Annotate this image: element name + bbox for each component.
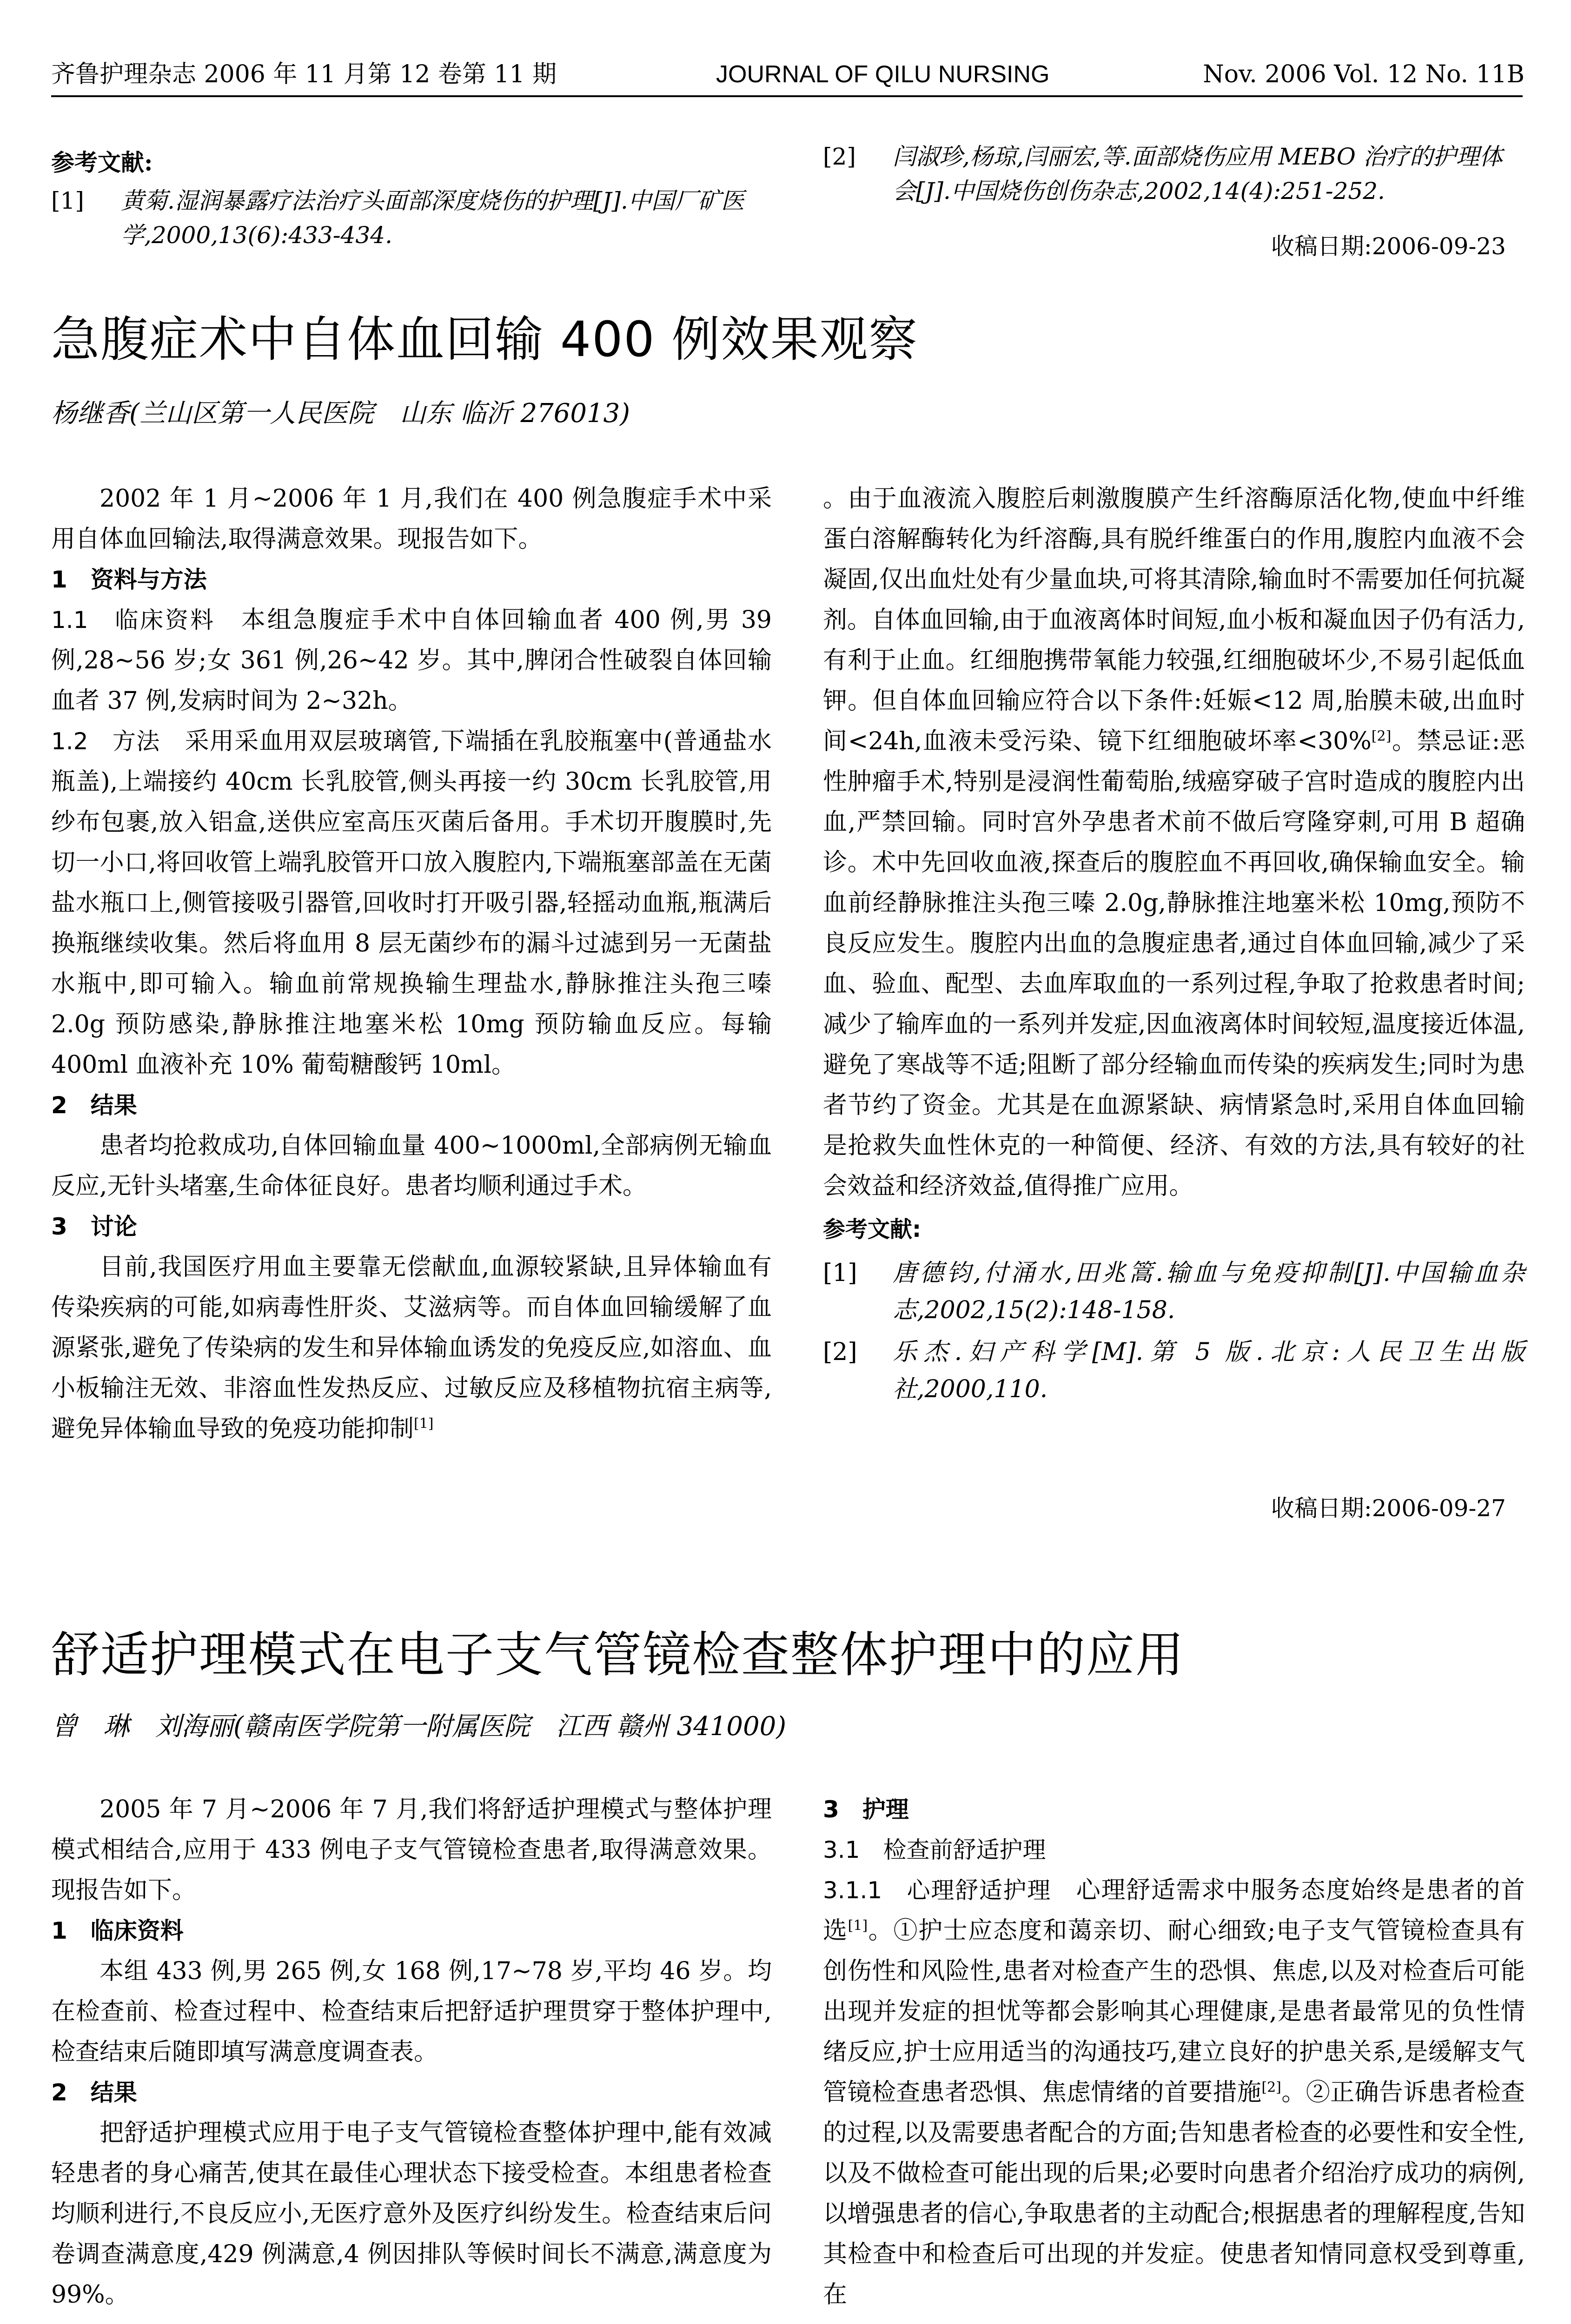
article1-section-1-1-text: 本组急腹症手术中自体回输血者 400 例,男 39 例,28~56 岁;女 361 例,26~42 岁。其中,脾闭合性破裂自体回输血者 37 例,发病时间为 2~32h。 [51, 606, 772, 715]
article2-section-3-1-1: 3.1.1 心理舒适护理 心理舒适需求中服务态度始终是患者的首选[1]。①护士应态度和蔼亲切、耐心细致;电子支气管镜检查具有创伤性和风险性,患者对检查产生的恐惧、焦虑,以及对检查后可能出现并发症的担忧等都会影响其心理健康,是患者最常见的负性情绪反应,护士应用适当的沟通技巧,建立良好的护患关系,是缓解支气管镜检查患者恐惧、焦虑情绪的首要措施[2]。②正确告诉患者检查的过程,以及需要患者配合的方面;告知患者检查的必要性和安全性,以及不做检查可能出现的后果;必要时向患者介绍治疗成功的病例,以增强患者的信心,争取患者的主动配合;根据患者的理解程度,告知其检查中和检查后可出现的并发症。使患者知情同意权受到尊重,在 [823, 1876, 1525, 2309]
running-header-issue: Nov. 2006 Vol. 12 No. 11B [1203, 60, 1525, 88]
article1-ref-2-number: [2] [823, 1338, 857, 1366]
article1-ref-2 [823, 1334, 1525, 1408]
article1-author: 杨继香(兰山区第一人民医院 山东 临沂 276013) [51, 398, 630, 429]
article2-section-1-heading: 1 临床资料 [51, 1917, 184, 1944]
article1-ref-2-text: 乐杰.妇产科学[M].第 5 版.北京:人民卫生出版社,2000,110. [893, 1338, 1525, 1403]
header-rule [51, 95, 1523, 97]
prev-ref-2 [823, 139, 1525, 208]
prev-received-date: 收稿日期:2006-09-23 [1271, 233, 1506, 260]
prev-ref-1 [51, 184, 781, 252]
article2-left-column [51, 1789, 772, 2315]
article1-results-text: 患者均抢救成功,自体回输血量 400~1000ml,全部病例无输血反应,无针头堵塞,生命体征良好。患者均顺利通过手术。 [51, 1132, 772, 1200]
prev-ref-1-text: 黄菊.湿润暴露疗法治疗头面部深度烧伤的护理[J].中国厂矿医学,2000,13(6):433-434. [121, 187, 744, 249]
citation-marker: [2] [1371, 728, 1392, 745]
article1-title: 急腹症术中自体血回输 400 例效果观察 [51, 311, 918, 368]
article2-section-3-1-heading: 3.1 检查前舒适护理 [823, 1836, 1046, 1863]
article1-intro: 2002 年 1 月~2006 年 1 月,我们在 400 例急腹症手术中采用自体血回输法,取得满意效果。现报告如下。 [51, 485, 772, 553]
article1-section-2-heading: 2 结果 [51, 1092, 137, 1119]
prev-ref-1-number: [1] [51, 187, 84, 214]
article1-section-1-1-heading: 1.1 临床资料 [51, 607, 215, 634]
article1-received-date: 收稿日期:2006-09-27 [1271, 1495, 1506, 1522]
article2-right-column [823, 1789, 1525, 2315]
article1-discussion-part-a: 目前,我国医疗用血主要靠无偿献血,血源较紧缺,且异体输血有传染疾病的可能,如病毒性肝炎、艾滋病等。而自体血回输缓解了血源紧张,避免了传染病的发生和异体输血诱发的免疫反应,如溶血、血小板输注无效、非溶血性发热反应、过敏反应及移植物抗宿主病等,避免异体输血导致的免疫功能抑制[1] [51, 1253, 772, 1443]
article2-intro: 2005 年 7 月~2006 年 7 月,我们将舒适护理模式与整体护理模式相结合,应用于 433 例电子支气管镜检查患者,取得满意效果。现报告如下。 [51, 1796, 772, 1904]
running-header-journal: JOURNAL OF QILU NURSING [716, 61, 1050, 88]
article1-section-1-heading: 1 资料与方法 [51, 566, 207, 593]
article2-section-3-heading: 3 护理 [823, 1796, 909, 1823]
article1-ref-1-text: 唐德钧,付涌水,田兆篙.输血与免疫抑制[J].中国输血杂志,2002,15(2):148-158. [893, 1259, 1525, 1324]
article1-right-column [823, 479, 1525, 1408]
article1-ref-1-number: [1] [823, 1259, 857, 1287]
article2-title: 舒适护理模式在电子支气管镜检查整体护理中的应用 [51, 1626, 1185, 1683]
citation-marker: [1] [414, 1415, 434, 1432]
article1-section-1-2 [51, 721, 772, 1085]
running-header-left: 齐鲁护理杂志 2006 年 11 月第 12 卷第 11 期 [51, 60, 557, 88]
article2-section-2-heading: 2 结果 [51, 2079, 137, 2106]
article2-section-3-1-1-heading: 3.1.1 心理舒适护理 [823, 1877, 1051, 1904]
article1-section-1-2-heading: 1.2 方法 [51, 728, 160, 755]
citation-marker: [1] [848, 1917, 868, 1934]
article1-section-1-2-text: 采用采血用双层玻璃管,下端插在乳胶瓶塞中(普通盐水瓶盖),上端接约 40cm 长乳胶管,侧头再接一约 30cm 长乳胶管,用纱布包裹,放入铝盒,送供应室高压灭菌后备用。手术切开腹膜时,先切一小口,将回收管上端乳胶管开口放入腹腔内,下端瓶塞部盖在无菌盐水瓶口上,侧管接吸引器管,回收时打开吸引器,轻摇动血瓶,瓶满后换瓶继续收集。然后将血用 8 层无菌纱布的漏斗过滤到另一无菌盐水瓶中,即可输入。输血前常规换输生理盐水,静脉推注头孢三嗪 2.0g 预防感染,静脉推注地塞米松 10mg 预防输血反应。每输 400ml 血液补充 10% 葡萄糖酸钙 10ml。 [51, 727, 772, 1079]
prev-ref-2-text: 闫淑珍,杨琼,闫丽宏,等.面部烧伤应用 MEBO 治疗的护理体会[J].中国烧伤创伤杂志,2002,14(4):251-252. [893, 143, 1503, 205]
article1-ref-1 [823, 1254, 1525, 1329]
article1-section-3-heading: 3 讨论 [51, 1213, 137, 1240]
prev-ref-2-number: [2] [823, 143, 856, 170]
citation-marker: [2] [1261, 2079, 1281, 2096]
article1-left-column [51, 479, 772, 1449]
prev-refs-heading: 参考文献: [51, 149, 153, 176]
article2-results-text: 把舒适护理模式应用于电子支气管镜检查整体护理中,能有效减轻患者的身心痛苦,使其在最佳心理状态下接受检查。本组患者检查均顺利进行,不良反应小,无医疗意外及医疗纠纷发生。检查结束后问卷调查满意度,429 例满意,4 例因排队等候时间长不满意,满意度为 99%。 [51, 2119, 772, 2309]
article1-section-1-1 [51, 600, 772, 721]
article2-clinical-text: 本组 433 例,男 265 例,女 168 例,17~78 岁,平均 46 岁。均在检查前、检查过程中、检查结束后把舒适护理贯穿于整体护理中,检查结束后随即填写满意度调查表。 [51, 1957, 772, 2066]
article2-author: 曾 琳 刘海丽(赣南医学院第一附属医院 江西 赣州 341000) [51, 1711, 787, 1742]
article1-refs-heading: 参考文献: [823, 1216, 921, 1242]
article1-discussion-part-b: 。由于血液流入腹腔后刺激腹膜产生纤溶酶原活化物,使血中纤维蛋白溶解酶转化为纤溶酶,具有脱纤维蛋白的作用,腹腔内血液不会凝固,仅出血灶处有少量血块,可将其清除,输血时不需要加任何抗凝剂。自体血回输,由于血液离体时间短,血小板和凝血因子仍有活力,有利于止血。红细胞携带氧能力较强,红细胞破坏少,不易引起低血钾。但自体血回输应符合以下条件:妊娠<12 周,胎膜未破,出血时间<24h,血液未受污染、镜下红细胞破坏率<30%[2]。禁忌证:恶性肿瘤手术,特别是浸润性葡萄胎,绒癌穿破子宫时造成的腹腔内出血,严禁回输。同时宫外孕患者术前不做后穹隆穿刺,可用 B 超确诊。术中先回收血液,探查后的腹腔血不再回收,确保输血安全。输血前经静脉推注头孢三嗪 2.0g,静脉推注地塞米松 10mg,预防不良反应发生。腹腔内出血的急腹症患者,通过自体血回输,减少了采血、验血、配型、去血库取血的一系列过程,争取了抢救患者时间;减少了输库血的一系列并发症,因血液离体时间较短,温度接近体温,避免了寒战等不适;阻断了部分经输血而传染的疾病发生;同时为患者节约了资金。尤其是在血源紧缺、病情紧急时,采用自体血回输是抢救失血性休克的一种简便、经济、有效的方法,具有较好的社会效益和经济效益,值得推广应用。 [823, 485, 1525, 1200]
